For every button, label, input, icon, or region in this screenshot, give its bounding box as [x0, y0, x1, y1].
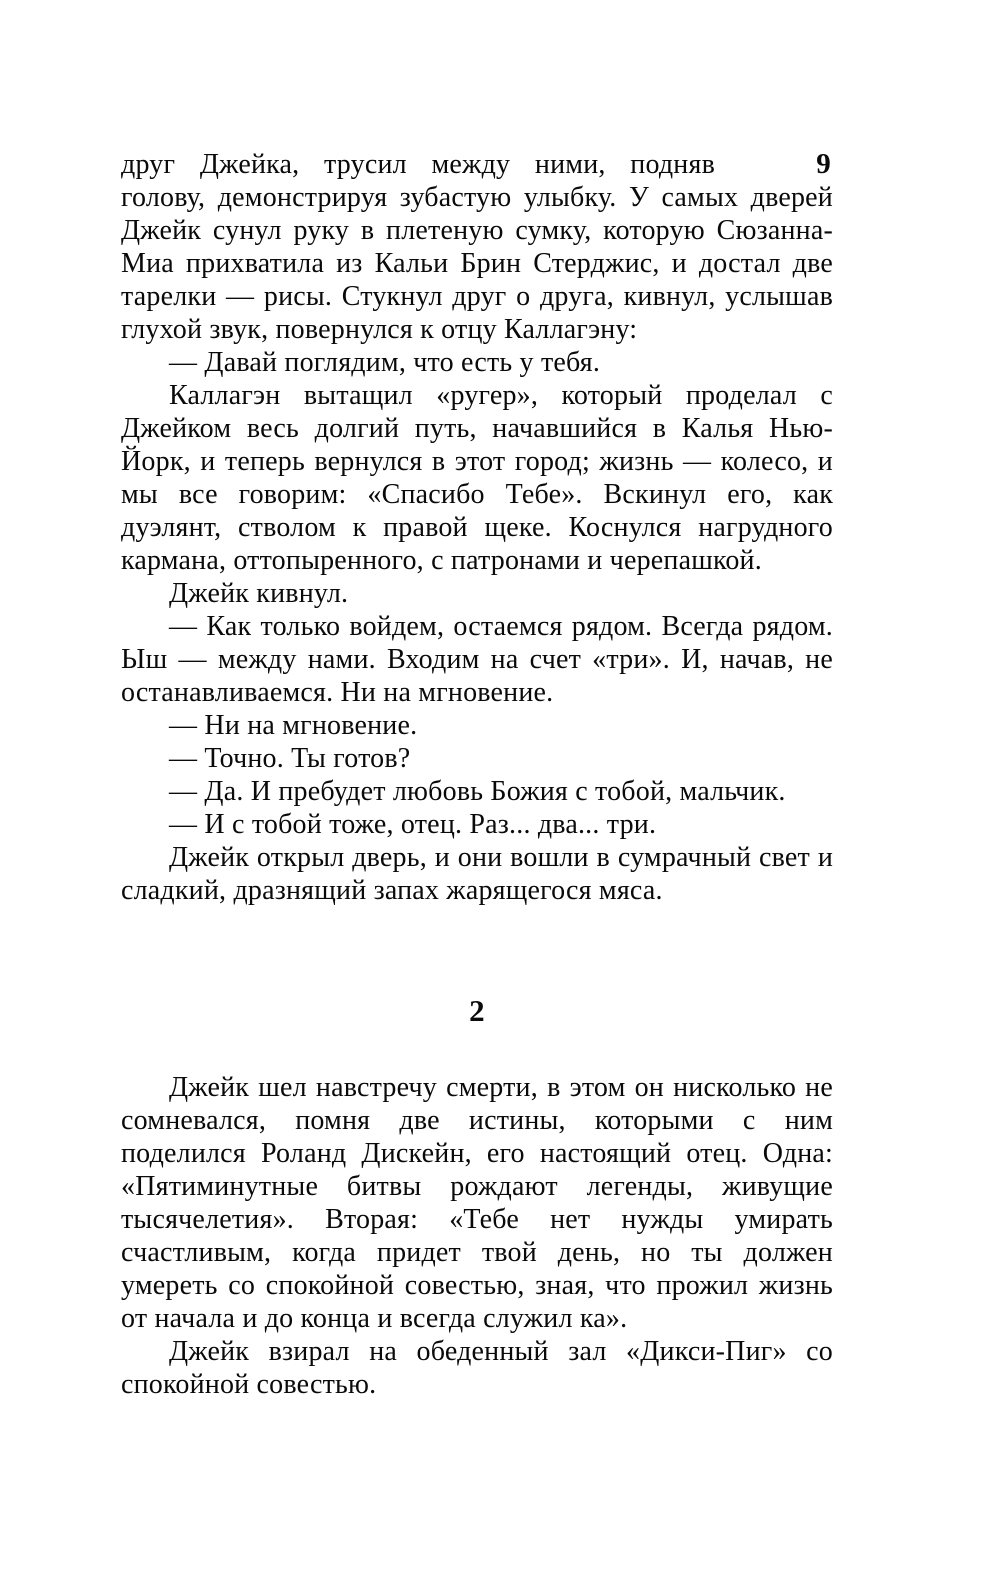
body-paragraph: Каллагэн вытащил «ругер», который проделал с Джейком весь долгий путь, начавшийся в Калья Нью-Йорк, и теперь вернулся в этот город; жизнь — колесо, и мы все говорим: «Спасибо Тебе». Вскинул его, как дуэлянт, стволом к правой щеке. Коснулся нагрудного кармана, оттопыренного, с патронами и черепашкой.: [121, 380, 833, 576]
body-paragraph: Джейк взирал на обеденный зал «Дикси-Пиг» со спокойной совестью.: [121, 1336, 833, 1400]
page-number: 9: [816, 148, 831, 180]
body-paragraph: — И с тобой тоже, отец. Раз... два... три.: [169, 809, 657, 840]
body-paragraph: — Да. И пребудет любовь Божия с тобой, мальчик.: [169, 776, 786, 807]
text-column: [121, 148, 833, 1401]
body-paragraph: друг Джейка, трусил между ними, подняв голову, демонстрируя зубастую улыбку. У самых дверей Джейк сунул руку в плетеную сумку, которую Сюзанна-Миа прихватила из Кальи Брин Стерджис, и достал две тарелки — рисы. Стукнул друг о друга, кивнул, услышав глухой звук, повернулся к отцу Каллагэну:: [121, 149, 833, 345]
body-paragraph: — Давай поглядим, что есть у тебя.: [169, 347, 601, 378]
body-paragraph: Джейк кивнул.: [169, 578, 349, 609]
section-heading: 2: [469, 993, 485, 1028]
body-paragraph: Джейк шел навстречу смерти, в этом он нисколько не сомневался, помня две истины, которыми с ним поделился Роланд Дискейн, его настоящий отец. Одна: «Пятиминутные битвы рождают легенды, живущие тысячелетия». Вторая: «Тебе нет нужды умирать счастливым, когда придет твой день, но ты должен умереть со спокойной совестью, зная, что прожил жизнь от начала и до конца и всегда служил ка».: [121, 1072, 833, 1334]
body-paragraph: — Точно. Ты готов?: [169, 743, 411, 774]
body-paragraph: — Ни на мгновение.: [169, 710, 418, 741]
body-paragraph: — Как только войдем, остаемся рядом. Всегда рядом. Ыш — между нами. Входим на счет «три». И, начав, не останавливаемся. Ни на мгновение.: [121, 611, 833, 708]
body-paragraph: Джейк открыл дверь, и они вошли в сумрачный свет и сладкий, дразнящий запах жарящегося мяса.: [121, 842, 833, 906]
